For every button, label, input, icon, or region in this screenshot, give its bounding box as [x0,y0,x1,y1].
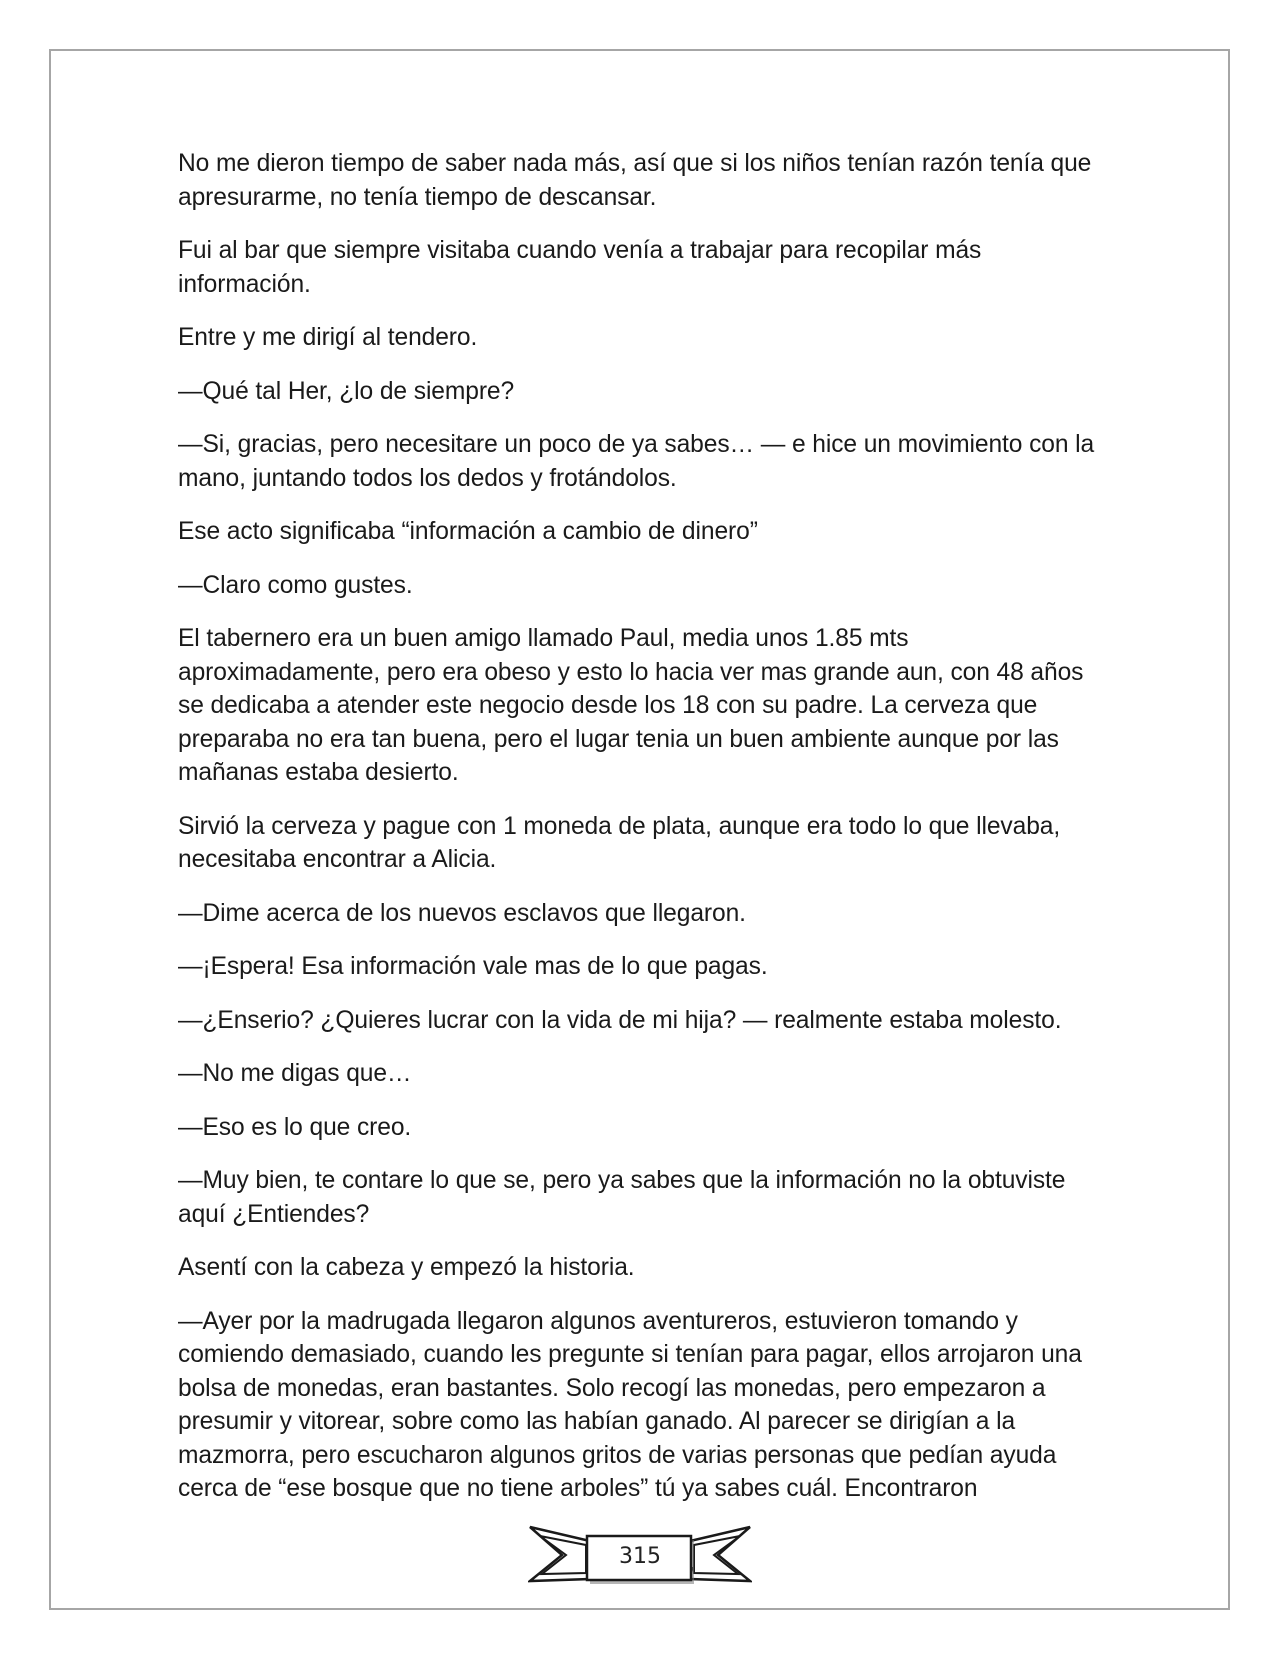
paragraph: —Dime acerca de los nuevos esclavos que llegaron. [178,899,746,927]
paragraph: Sirvió la cerveza y pague con 1 moneda de plata, aunque era todo lo que llevaba, necesitaba encontrar a Alicia. [178,812,1061,873]
paragraph: —Muy bien, te contare lo que se, pero ya sabes que la información no la obtuviste aquí ¿Entiendes? [178,1167,1066,1228]
body-text [178,147,1108,1526]
paragraph: Fui al bar que siempre visitaba cuando venía a trabajar para recopilar más información. [178,237,982,298]
paragraph: —Ayer por la madrugada llegaron algunos aventureros, estuvieron tomando y comiendo demasiado, cuando les pregunte si tenían para pagar, ellos arrojaron una bolsa de monedas, eran bastantes. Solo recogí las monedas, pero empezaron a presumir y vitorear, sobre como las habían ganado. Al parecer se dirigían a la mazmorra, pero escucharon algunos gritos de varias personas que pedían ayuda cerca de “ese bosque que no tiene arboles” tú ya sabes cuál. Encontraron [178,1307,1082,1502]
paragraph: —No me digas que… [178,1060,412,1087]
page-number: 315 [619,1544,661,1569]
paragraph: —¿Enserio? ¿Quieres lucrar con la vida de mi hija? — realmente estaba molesto. [178,1006,1062,1034]
paragraph: No me dieron tiempo de saber nada más, así que si los niños tenían razón tenía que apresurarme, no tenía tiempo de descansar. [178,150,1092,211]
paragraph: Entre y me dirigí al tendero. [178,324,478,351]
paragraph: —Qué tal Her, ¿lo de siempre? [178,377,515,405]
paragraph: El tabernero era un buen amigo llamado Paul, media unos 1.85 mts aproximadamente, pero era obeso y esto lo hacia ver mas grande aun, con 48 años se dedicaba a atender este negocio desde los 18 con su padre. La cerveza que preparaba no era tan buena, pero el lugar tenia un buen ambiente aunque por las mañanas estaba desierto. [178,625,1084,786]
paragraph: Ese acto significaba “información a cambio de dinero” [178,518,758,545]
page-number-banner [528,1521,752,1599]
paragraph: —Eso es lo que creo. [178,1113,412,1141]
paragraph: Asentí con la cabeza y empezó la historia. [178,1254,635,1281]
paragraph: —Si, gracias, pero necesitare un poco de ya sabes… — e hice un movimiento con la mano, juntando todos los dedos y frotándolos. [178,431,1095,492]
paragraph: —Claro como gustes. [178,571,413,599]
paragraph: —¡Espera! Esa información vale mas de lo que pagas. [178,953,768,980]
